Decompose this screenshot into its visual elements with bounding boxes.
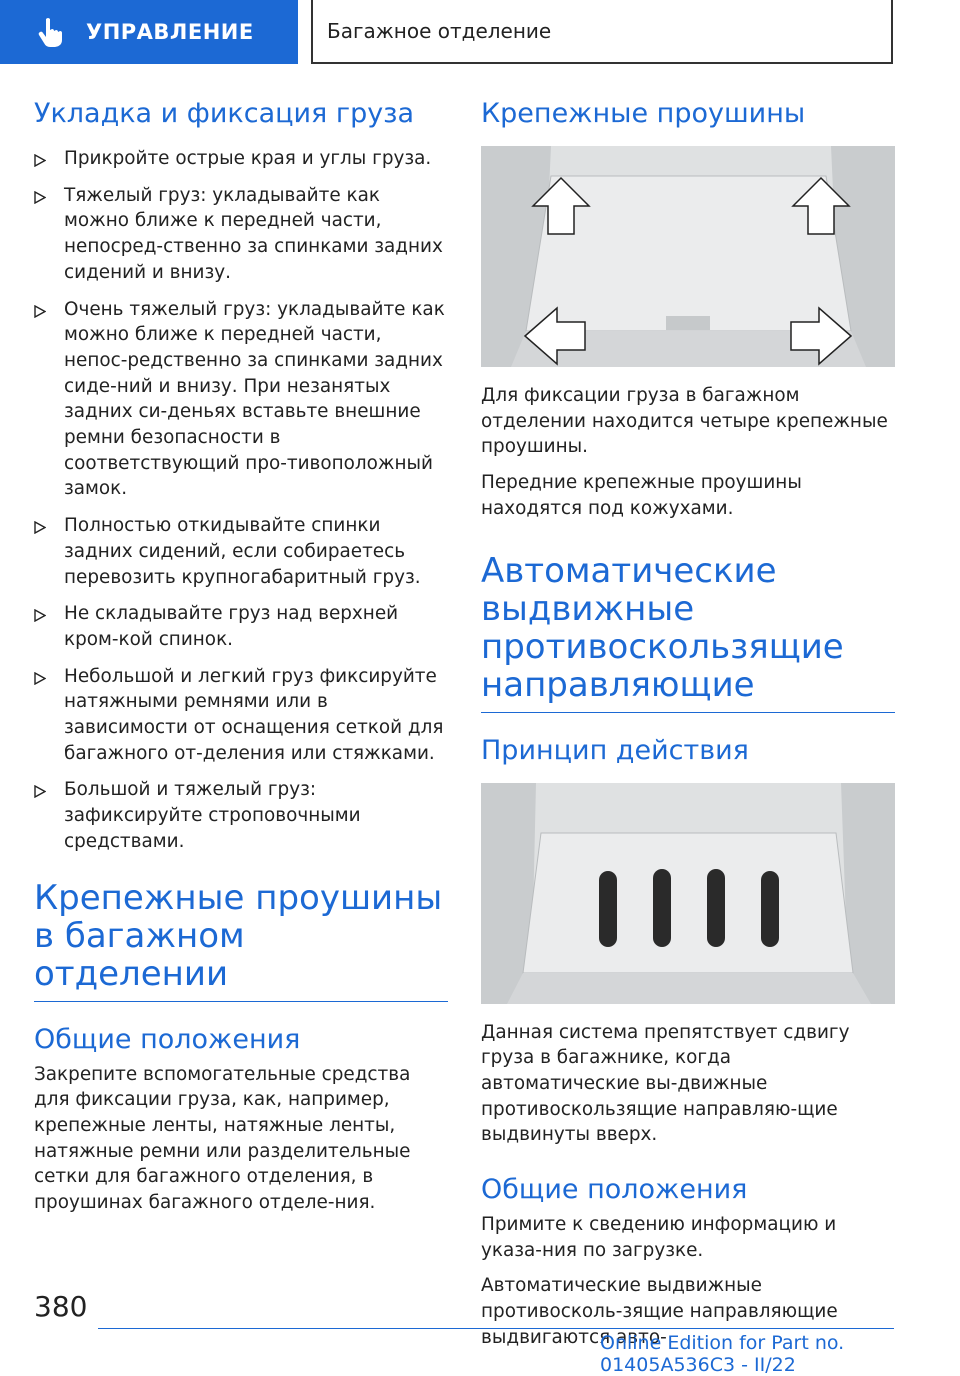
triangle-bullet-icon [34,521,46,534]
heading-general-2: Общие положения [481,1174,748,1206]
chapter-tab[interactable] [0,0,298,64]
triangle-bullet-icon [34,191,46,204]
trunk-rails-image [481,783,895,1004]
heading-eyes: Крепежные проушины [481,98,806,129]
triangle-bullet-icon [34,609,46,622]
list-item: Тяжелый груз: укладывайте как можно ближе к передней части, непосред-ственно за спинками задних сидений и внизу. [34,183,448,286]
left-column [34,96,448,1216]
triangle-bullet-icon [34,305,46,318]
edition-note: Online Edition for Part no. 01405A536C3 - II/22 [600,1332,845,1376]
triangle-bullet-icon [34,672,46,685]
list-item: Не складывайте груз над верхней кром-кой спинок. [34,601,448,652]
list-item: Небольшой и легкий груз фиксируйте натяжными ремнями или в зависимости от оснащения сеткой для багажного от-деления или стяжками. [34,664,448,767]
trunk-rails-illustration [481,783,895,1004]
page-number: 380 [34,1290,88,1323]
heading-loading: Укладка и фиксация груза [34,98,415,129]
list-item: Большой и тяжелый груз: зафиксируйте строповочными средствами. [34,777,448,854]
triangle-bullet-icon [34,785,46,798]
list-item: Полностью откидывайте спинки задних сидений, если собираетесь перевозить крупногабаритный груз. [34,513,448,590]
trunk-eyes-image [481,146,895,367]
heading-principle: Принцип действия [481,734,749,766]
loading-bullet-list [34,146,448,855]
general2-paragraph-1: Примите к сведению информацию и указа-ния по загрузке. [481,1214,837,1261]
footer-divider [98,1328,894,1329]
list-item: Прикройте острые края и углы груза. [34,146,448,172]
principle-paragraph: Данная система препятствует сдвигу груза в багажнике, когда автоматические вы-движные противоскользящие направляю-щие выдвинуты вверх. [481,1021,850,1146]
general-paragraph: Закрепите вспомогательные средства для фиксации груза, как, например, крепежные ленты, натяжные ленты, натяжные ремни или разделительные сетки для багажного отделения, в проушинах багажного отделе-ния. [34,1063,411,1214]
pointing-hand-icon [34,15,68,49]
eyes-section-heading-wrap [34,879,448,1002]
heading-general: Общие положения [34,1023,301,1055]
eyes-paragraph-1: Для фиксации груза в багажном отделении находится четыре крепежные проушины. [481,385,888,458]
triangle-bullet-icon [34,154,46,167]
general2-paragraph-2: Автоматические выдвижные противосколь-зящие направляющие выдвигаются авто- [481,1275,838,1348]
rails-section-heading-wrap [481,552,895,713]
trunk-eyes-illustration [481,146,895,367]
list-item: Очень тяжелый груз: укладывайте как можно ближе к передней части, непос-редственно за спинками задних сиде-ний и внизу. При незанятых задних си-деньях вставьте внешние ремни безопасности в соответствующий про-тивоположный замок. [34,297,448,503]
eyes-paragraph-2: Передние крепежные проушины находятся под кожухами. [481,472,802,519]
heading-rails-main: Автоматические выдвижные противоскользящие направляющие [481,550,844,705]
right-column [481,96,895,1351]
section-title: Багажное отделение [311,0,893,64]
heading-eyes-main: Крепежные проушины в багажном отделении [34,877,443,994]
chapter-tab-label: УПРАВЛЕНИЕ [86,20,254,44]
